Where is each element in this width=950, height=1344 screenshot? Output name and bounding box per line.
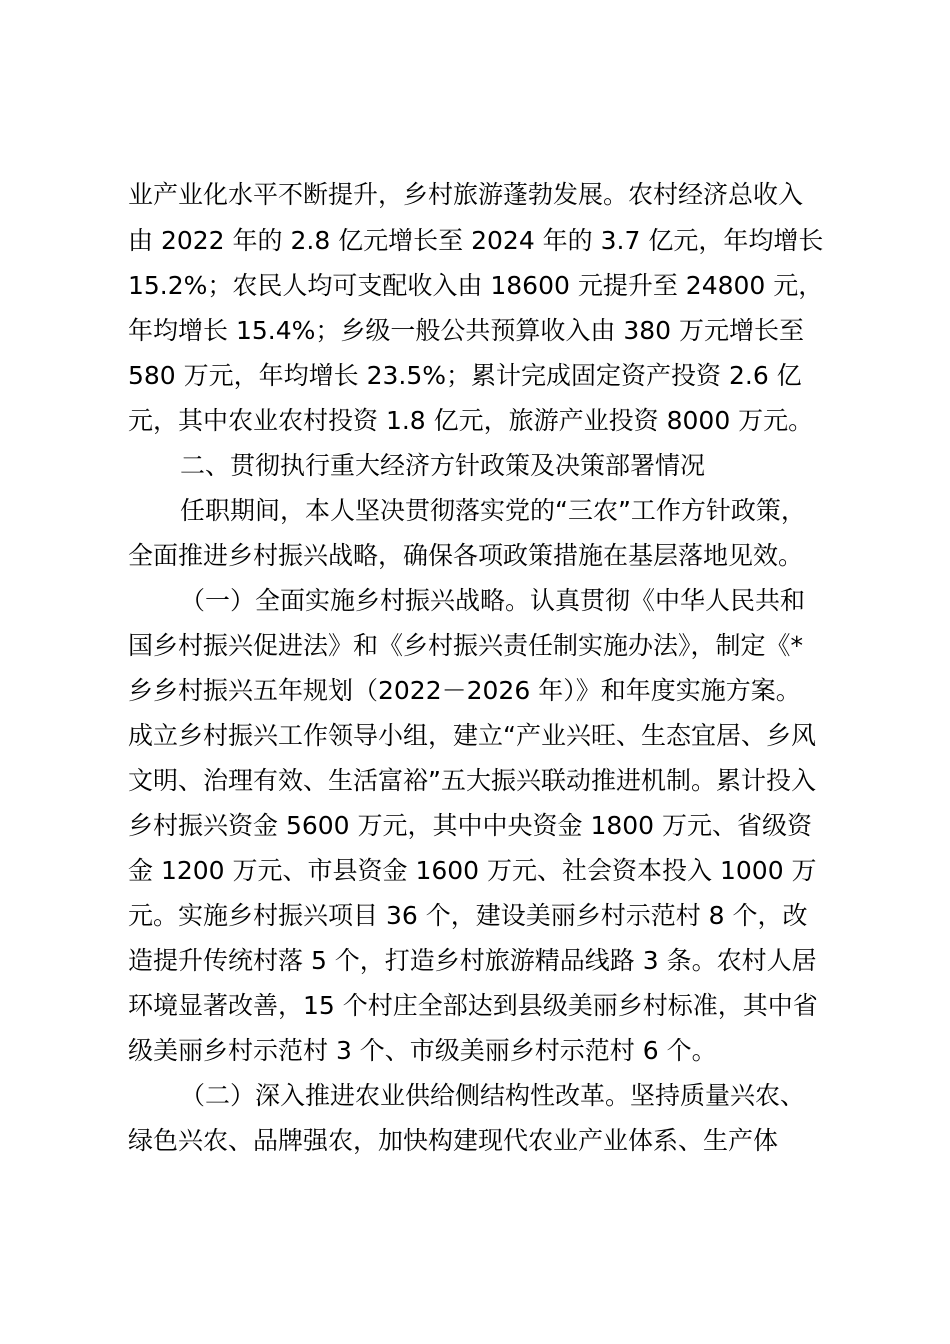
paragraph-line: 金 1200 万元、市县资金 1600 万元、社会资本投入 1000 万 [128, 856, 817, 885]
paragraph-line: 全面推进乡村振兴战略，确保各项政策措施在基层落地见效。 [128, 541, 804, 570]
paragraph-line: 级美丽乡村示范村 3 个、市级美丽乡村示范村 6 个。 [128, 1036, 717, 1065]
subsection-heading: （二）深入推进农业供给侧结构性改革。坚持质量兴农、 [180, 1081, 806, 1110]
paragraph-line: 乡乡村振兴五年规划（2022－2026 年）》和年度实施方案。 [128, 676, 801, 705]
paragraph-line: 造提升传统村落 5 个，打造乡村旅游精品线路 3 条。农村人居 [128, 946, 817, 975]
section-heading: 二、贯彻执行重大经济方针政策及决策部署情况 [180, 451, 706, 480]
paragraph-line: 成立乡村振兴工作领导小组，建立“产业兴旺、生态宜居、乡风 [128, 721, 816, 750]
paragraph-line: 绿色兴农、品牌强农，加快构建现代农业产业体系、生产体 [128, 1126, 779, 1155]
paragraph-line: 元。实施乡村振兴项目 36 个，建设美丽乡村示范村 8 个，改 [128, 901, 808, 930]
paragraph-line: 580 万元，年均增长 23.5%；累计完成固定资产投资 2.6 亿 [128, 361, 802, 390]
paragraph-line: 国乡村振兴促进法》和《乡村振兴责任制实施办法》，制定《* [128, 631, 804, 660]
paragraph-line: 由 2022 年的 2.8 亿元增长至 2024 年的 3.7 亿元，年均增长 [128, 226, 824, 255]
paragraph-line: 业产业化水平不断提升，乡村旅游蓬勃发展。农村经济总收入 [128, 180, 804, 209]
paragraph-line: 年均增长 15.4%；乡级一般公共预算收入由 380 万元增长至 [128, 316, 804, 345]
paragraph-line: 15.2%；农民人均可支配收入由 18600 元提升至 24800 元， [128, 271, 824, 300]
paragraph-line: 乡村振兴资金 5600 万元，其中中央资金 1800 万元、省级资 [128, 811, 813, 840]
subsection-heading: （一）全面实施乡村振兴战略。认真贯彻《中华人民共和 [180, 586, 806, 615]
paragraph-line: 环境显著改善，15 个村庄全部达到县级美丽乡村标准，其中省 [128, 991, 818, 1020]
paragraph-line: 任职期间，本人坚决贯彻落实党的“三农”工作方针政策， [180, 496, 806, 525]
paragraph-line: 文明、治理有效、生活富裕”五大振兴联动推进机制。累计投入 [128, 766, 816, 795]
paragraph-line: 元，其中农业农村投资 1.8 亿元，旅游产业投资 8000 万元。 [128, 406, 814, 435]
